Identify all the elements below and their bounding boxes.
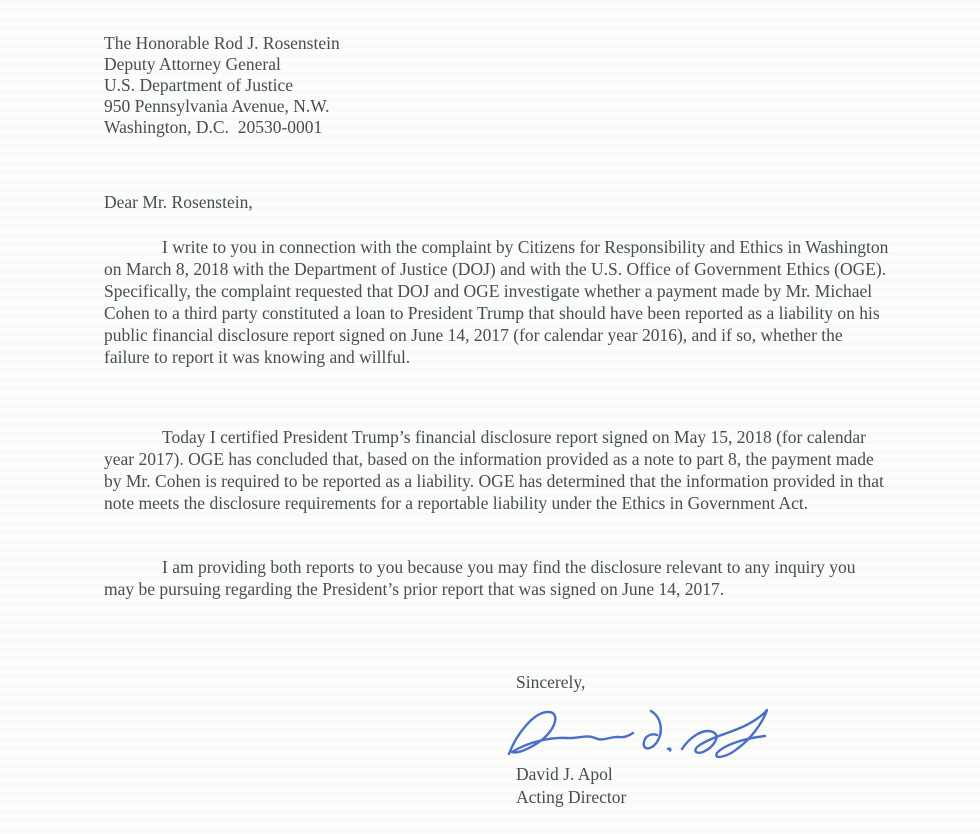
recipient-address-line: 950 Pennsylvania Avenue, N.W. [104,96,330,116]
recipient-address-line: Deputy Attorney General [104,54,281,74]
body-paragraph: Today I certified President Trump’s financial disclosure report signed on May 15, 2018 (for calendar year 2017). OGE has concluded that, based on the information provided as a note to part 8, the payment made by Mr. Cohen is required to be reported as a liability. OGE has determined that the information provided in that note meets the disclosure requirements for a reportable liability under the Ethics in Government Act. [104,427,884,513]
signature-title: Acting Director [516,787,627,807]
recipient-address-line: The Honorable Rod J. Rosenstein [104,33,340,53]
recipient-address-line: U.S. Department of Justice [104,75,294,95]
body-paragraph: I write to you in connection with the complaint by Citizens for Responsibility and Ethics in Washington on March 8, 2018 with the Department of Justice (DOJ) and with the U.S. Office of Government Ethics (OGE). Specifically, the complaint requested that DOJ and OGE investigate whether a payment made by Mr. Michael Cohen to a third party constituted a loan to President Trump that should have been reported as a liability on his public financial disclosure report signed on June 14, 2017 (for calendar year 2016), and if so, whether the failure to report it was knowing and willful. [104,237,889,367]
signature-name: David J. Apol [516,764,613,784]
recipient-address-line: Washington, D.C. 20530-0001 [104,117,323,137]
handwritten-signature-icon [500,697,772,767]
salutation: Dear Mr. Rosenstein, [104,192,253,212]
closing: Sincerely, [516,672,586,692]
body-paragraph: I am providing both reports to you because you may find the disclosure relevant to any inquiry you may be pursuing regarding the President’s prior report that was signed on June 14, 2017. [104,557,856,599]
recipient-address [104,33,340,138]
